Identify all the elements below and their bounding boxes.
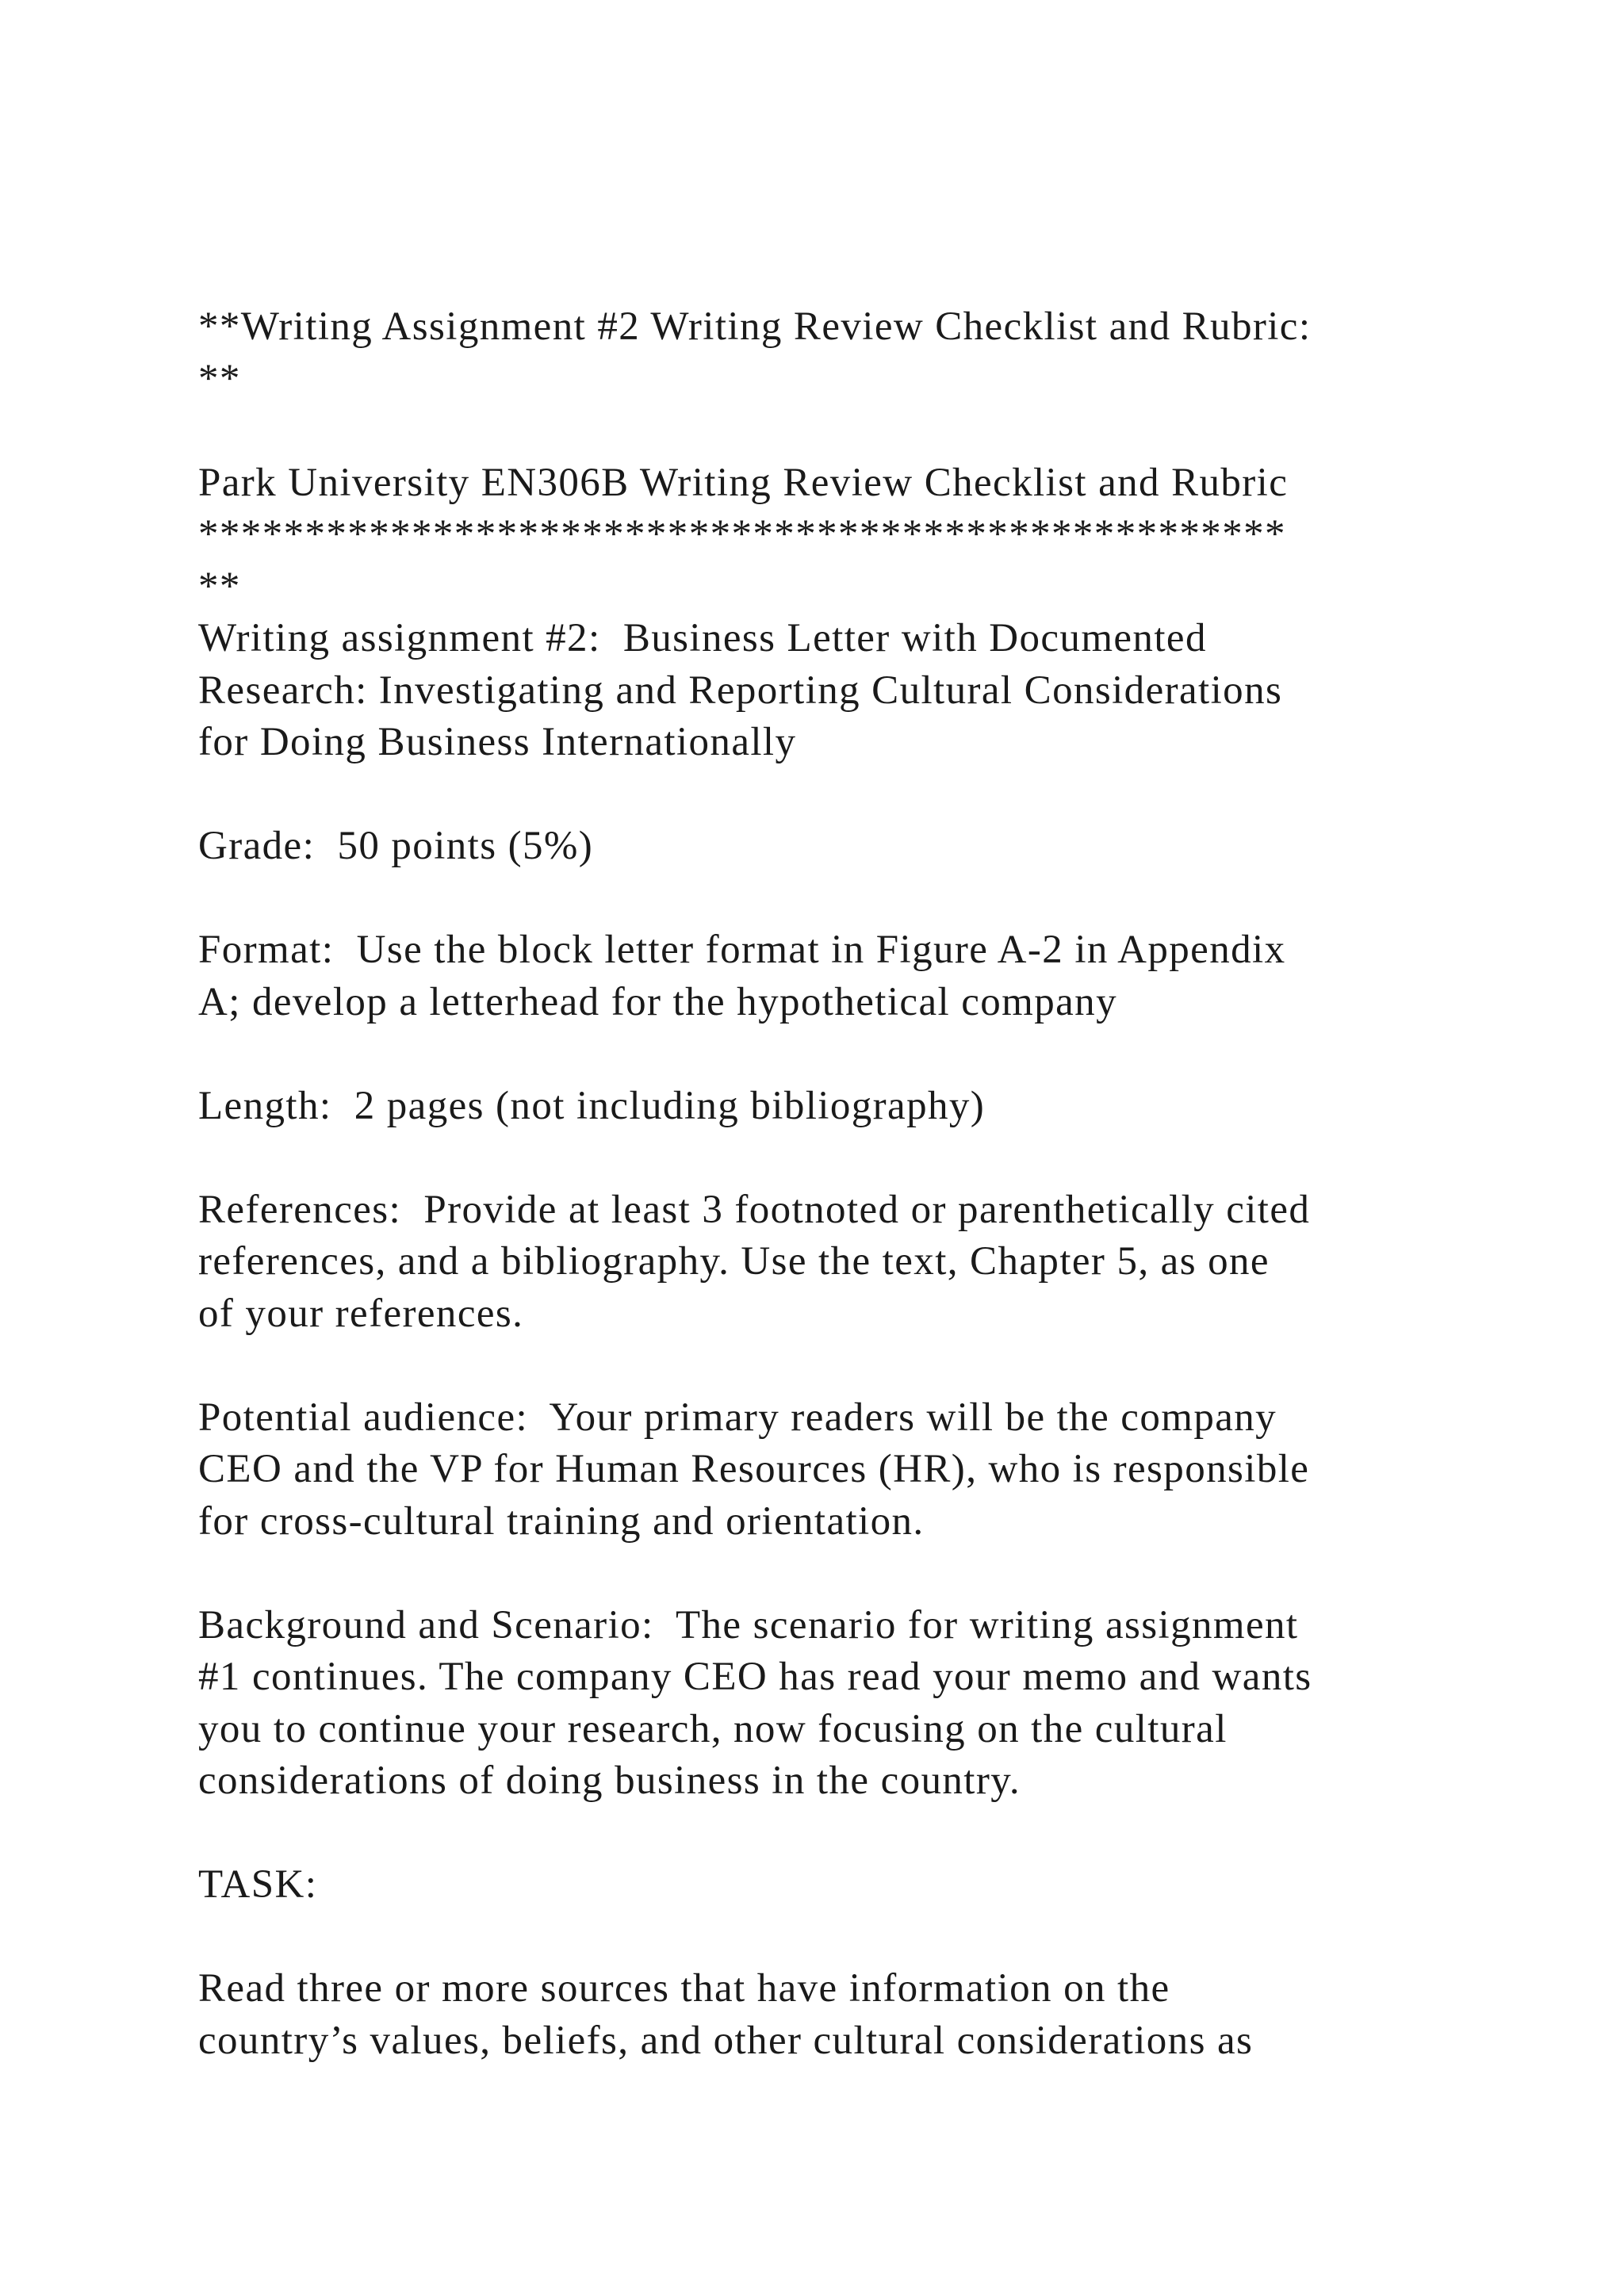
subheading-line: Park University EN306B Writing Review Checklist and Rubric [198,460,1289,505]
blank-line [198,405,1499,457]
blank-line [198,873,1499,925]
text-line: CEO and the VP for Human Resources (HR), who is responsible [198,1447,1310,1491]
blank-line [198,769,1499,821]
blank-line [198,1028,1499,1081]
text-line: #1 continues. The company CEO has read your memo and wants [198,1655,1312,1699]
text-line: References: Provide at least 3 footnoted or parenthetically cited [198,1187,1311,1232]
text-line: for cross-cultural training and orientation. [198,1498,925,1544]
text-line: A; develop a letterhead for the hypothetical company [198,979,1117,1024]
document-body [198,301,1499,2067]
text-line: Length: 2 pages (not including bibliography) [198,1083,986,1128]
text-line: references, and a bibliography. Use the text, Chapter 5, as one [198,1239,1270,1284]
blank-line [198,1340,1499,1392]
text-line: for Doing Business Internationally [198,720,797,764]
text-line: Grade: 50 points (5%) [198,824,594,868]
blank-line [198,1132,1499,1184]
text-line: Research: Investigating and Reporting Cultural Considerations [198,668,1283,713]
blank-line [198,1548,1499,1600]
blank-line [198,1808,1499,1860]
text-line: Format: Use the block letter format in Figure A-2 in Appendix [198,928,1286,972]
text-line: Background and Scenario: The scenario for writing assignment [198,1602,1299,1647]
text-line: country’s values, beliefs, and other cultural considerations as [198,2018,1254,2063]
text-line: considerations of doing business in the country. [198,1758,1021,1803]
separator-line: *************************************************** [198,512,1286,557]
text-line: Potential audience: Your primary readers will be the company [198,1395,1277,1440]
heading-line: ** [198,356,241,401]
text-line: Writing assignment #2: Business Letter with Documented [198,616,1207,660]
text-line: you to continue your research, now focusing on the cultural [198,1706,1228,1751]
text-line: TASK: [198,1862,318,1907]
text-line: Read three or more sources that have information on the [198,1966,1170,2011]
blank-line [198,1911,1499,1964]
separator-line: ** [198,564,241,609]
text-line: of your references. [198,1291,524,1336]
heading-line: **Writing Assignment #2 Writing Review Checklist and Rubric: [198,304,1312,349]
